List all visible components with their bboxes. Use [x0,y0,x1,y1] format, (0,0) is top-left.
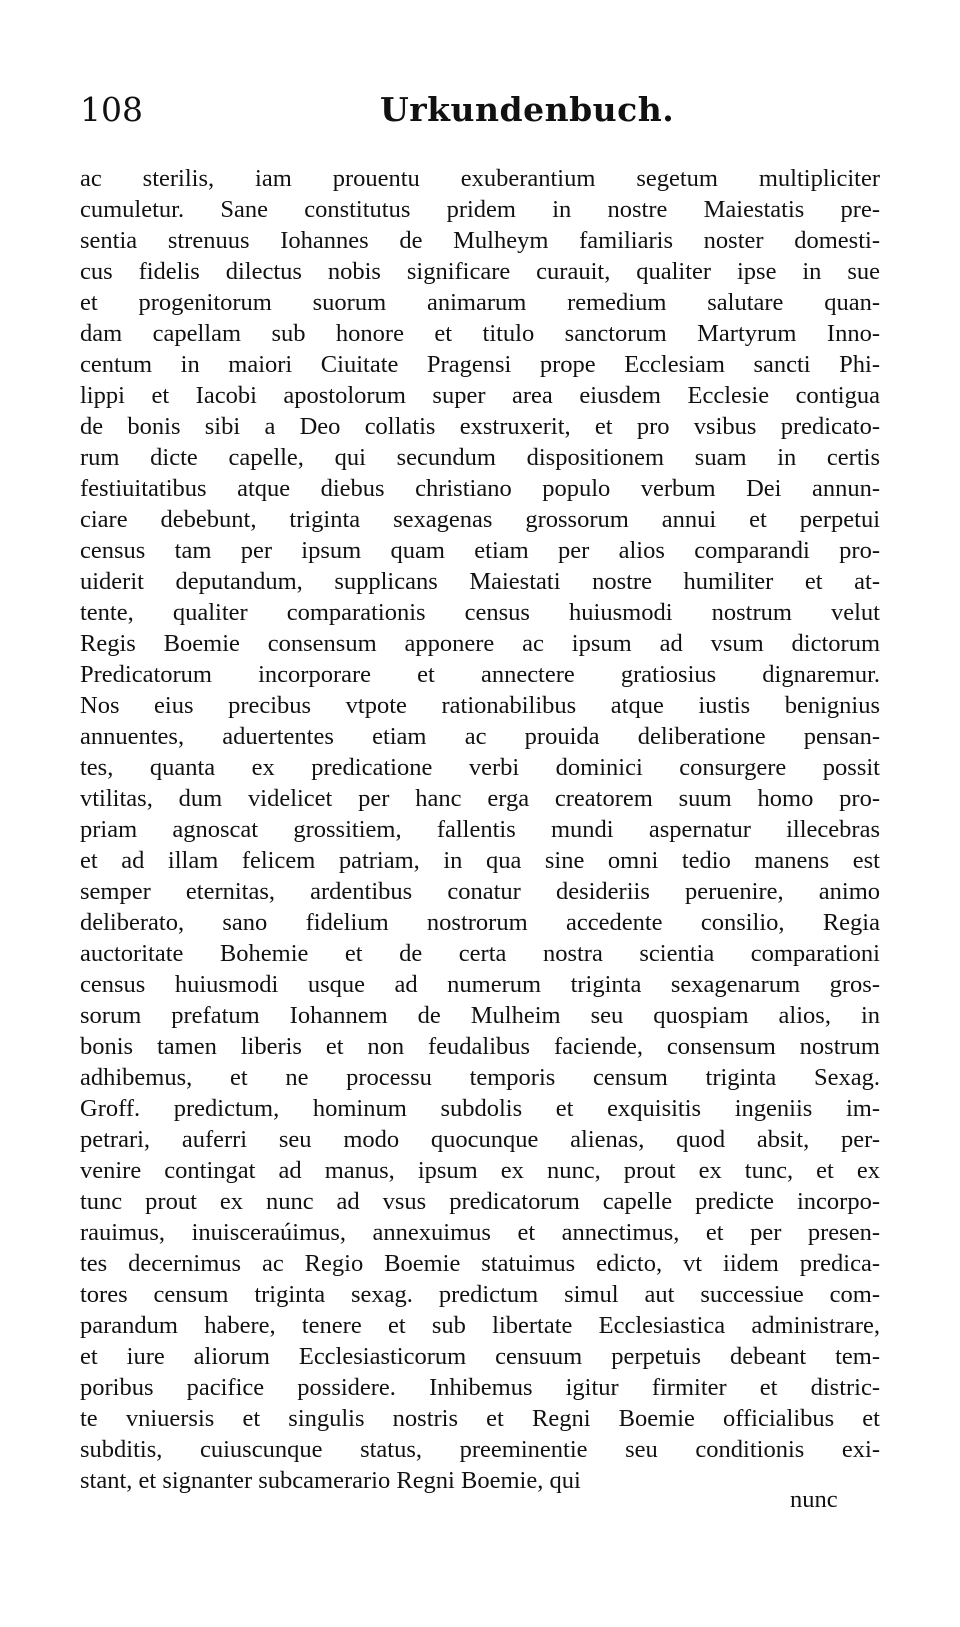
text-line: cumuletur. Sane constitutus pridem in nostre Maiestatis pre- [80,196,880,223]
text-line: census tam per ipsum quam etiam per alios comparandi pro- [80,537,880,564]
text-line: Regis Boemie consensum apponere ac ipsum ad vsum dictorum [80,630,880,657]
text-line: et iure aliorum Ecclesiasticorum censuum perpetuis debeant tem- [80,1343,880,1370]
text-line: et progenitorum suorum animarum remedium salutare quan- [80,289,880,316]
text-line: adhibemus, et ne processu temporis censum triginta Sexag. [80,1064,880,1091]
text-line: te vniuersis et singulis nostris et Regni Boemie officialibus et [80,1405,880,1432]
page-header [80,85,880,135]
text-line: ciare debebunt, triginta sexagenas grossorum annui et perpetui [80,506,880,533]
text-line: tes, quanta ex predicatione verbi dominici consurgere possit [80,754,880,781]
text-line: deliberato, sano fidelium nostrorum accedente consilio, Regia [80,909,880,936]
text-line: festiuitatibus atque diebus christiano populo verbum Dei annun- [80,475,880,502]
text-line: de bonis sibi a Deo collatis exstruxerit, et pro vsibus predicato- [80,413,880,440]
text-line: subditis, cuiuscunque status, preeminentie seu conditionis exi- [80,1436,880,1463]
text-line: vtilitas, dum videlicet per hanc erga creatorem suum homo pro- [80,785,880,812]
text-line: et ad illam felicem patriam, in qua sine omni tedio manens est [80,847,880,874]
body-text [80,163,880,1496]
text-line: uiderit deputandum, supplicans Maiestati nostre humiliter et at- [80,568,880,595]
catchword: nunc [790,1486,838,1513]
text-line: sentia strenuus Iohannes de Mulheym familiaris noster domesti- [80,227,880,254]
text-line: tente, qualiter comparationis census huiusmodi nostrum velut [80,599,880,626]
text-line: semper eternitas, ardentibus conatur desideriis peruenire, animo [80,878,880,905]
running-head: Urkundenbuch. [380,90,675,129]
text-line: venire contingat ad manus, ipsum ex nunc, prout ex tunc, et ex [80,1157,880,1184]
text-line: census huiusmodi usque ad numerum triginta sexagenarum gros- [80,971,880,998]
text-line: tunc prout ex nunc ad vsus predicatorum capelle predicte incorpo- [80,1188,880,1215]
text-line: sorum prefatum Iohannem de Mulheim seu quospiam alios, in [80,1002,880,1029]
text-line: auctoritate Bohemie et de certa nostra scientia comparationi [80,940,880,967]
text-line: lippi et Iacobi apostolorum super area eiusdem Ecclesie contigua [80,382,880,409]
text-line: centum in maiori Ciuitate Pragensi prope Ecclesiam sancti Phi- [80,351,880,378]
text-line: petrari, auferri seu modo quocunque alienas, quod absit, per- [80,1126,880,1153]
text-line: rauimus, inuisceraúimus, annexuimus et annectimus, et per presen- [80,1219,880,1246]
text-line: Predicatorum incorporare et annectere gratiosius dignaremur. [80,661,880,688]
text-line: parandum habere, tenere et sub libertate Ecclesiastica administrare, [80,1312,880,1339]
page-number: 108 [80,90,143,129]
text-line: Nos eius precibus vtpote rationabilibus atque iustis benignius [80,692,880,719]
text-line: Groff. predictum, hominum subdolis et exquisitis ingeniis im- [80,1095,880,1122]
text-line: poribus pacifice possidere. Inhibemus igitur firmiter et distric- [80,1374,880,1401]
text-line: ac sterilis, iam prouentu exuberantium segetum multipliciter [80,165,880,192]
text-line: priam agnoscat grossitiem, fallentis mundi aspernatur illecebras [80,816,880,843]
text-line: tes decernimus ac Regio Boemie statuimus edicto, vt iidem predica- [80,1250,880,1277]
text-line: rum dicte capelle, qui secundum dispositionem suam in certis [80,444,880,471]
text-line: bonis tamen liberis et non feudalibus faciende, consensum nostrum [80,1033,880,1060]
text-line: annuentes, aduertentes etiam ac prouida deliberatione pensan- [80,723,880,750]
text-line: tores censum triginta sexag. predictum simul aut successiue com- [80,1281,880,1308]
text-line: cus fidelis dilectus nobis significare curauit, qualiter ipse in sue [80,258,880,285]
text-line: stant, et signanter subcamerario Regni Boemie, qui [80,1467,581,1494]
text-line: dam capellam sub honore et titulo sanctorum Martyrum Inno- [80,320,880,347]
